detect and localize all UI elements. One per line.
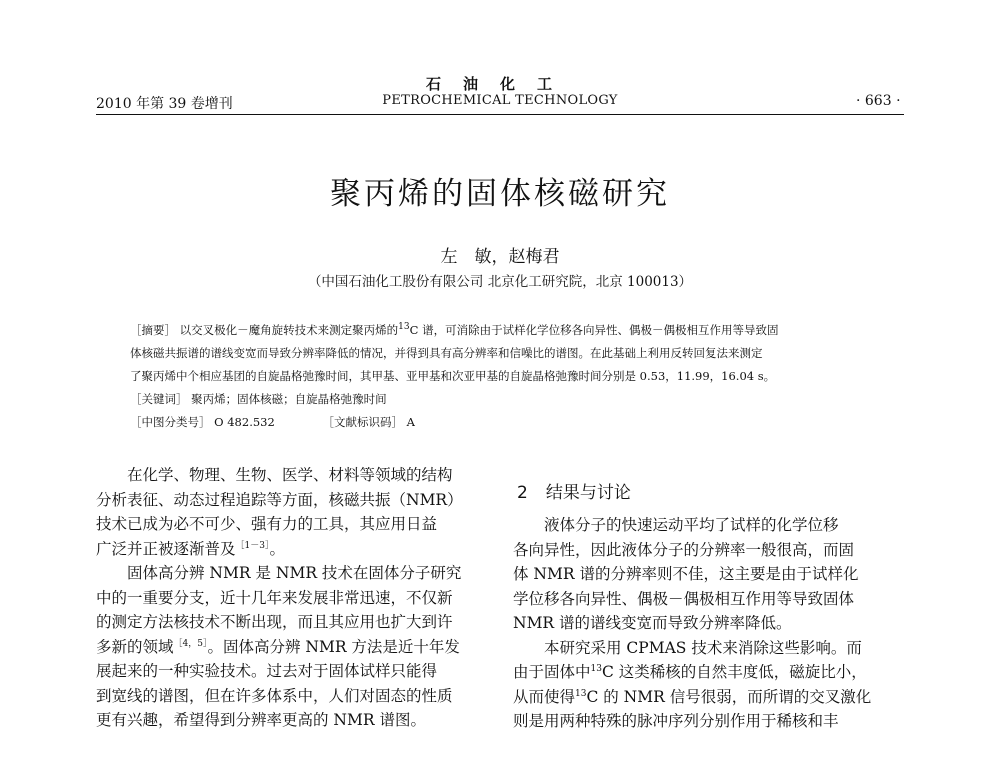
keywords-label: ［关键词］ — [130, 392, 188, 406]
section-title: 结果与讨论 — [545, 483, 631, 503]
body-line: 在化学、物理、生物、医学、材料等领域的结构 — [127, 466, 453, 484]
clc-label: ［中图分类号］ — [130, 415, 211, 429]
body-text: 广泛并正被逐渐普及 — [96, 539, 236, 558]
body-line: 本研究采用 CPMAS 技术来消除这些影响。而 — [544, 638, 862, 657]
issue-label: 2010 年第 39 卷增刊 — [96, 96, 233, 112]
body-line: 学位移各向异性、偶极－偶极相互作用等导致固体 — [513, 589, 855, 608]
article-authors: 左 敏，赵梅君 — [440, 247, 560, 267]
isotope-superscript: 13 — [575, 688, 587, 699]
body-line — [513, 685, 905, 710]
body-line: 更有兴趣，希望得到分辨率更高的 NMR 谱图。 — [96, 711, 426, 729]
body-line: 则是用两种特殊的脉冲序列分别作用于稀核和丰 — [513, 712, 839, 730]
citation: ［1－3］ — [235, 540, 270, 551]
body-line: 的测定方法核技术不断出现，而且其应用也扩大到许 — [96, 613, 453, 631]
doc-code: A — [406, 415, 415, 429]
article-title: 聚丙烯的固体核磁研究 — [330, 176, 670, 212]
journal-title-en: PETROCHEMICAL TECHNOLOGY — [382, 93, 618, 108]
body-text: 。固体高分辨 NMR 方法是近十年发 — [207, 637, 460, 656]
abstract-line: 体核磁共振谱的谱线变宽而导致分辨率降低的情况，并得到具有高分辨率和信噪比的谱图。在此基础上利用反转回复法来测定 — [130, 346, 763, 360]
abstract-line: 了聚丙烯中个相应基团的自旋晶格弛豫时间，其甲基、亚甲基和次亚甲基的自旋晶格弛豫时间分别是 0.53，11.99，16.04 s。 — [130, 369, 776, 383]
body-line: 展起来的一种实验技术。过去对于固体试样只能得 — [96, 662, 438, 680]
body-line — [96, 537, 488, 562]
section-heading — [517, 478, 631, 503]
body-text: C 这类稀核的自然丰度低，磁旋比小， — [601, 663, 867, 681]
clc-number: O 482.532 — [214, 415, 275, 429]
section-number: 2 — [517, 483, 528, 503]
body-line: NMR 谱的谱线变宽而导致分辨率降低。 — [513, 614, 792, 632]
abstract-text: C 谱，可消除由于试样化学位移各向异性、偶极－偶极相互作用等导致固 — [409, 323, 779, 337]
abstract-line — [130, 322, 875, 338]
left-column — [96, 463, 488, 733]
body-text: 多新的领域 — [96, 637, 174, 656]
classification-line — [130, 414, 875, 430]
body-line: 中的一重要分支，近十几年来发展非常迅速，不仅新 — [96, 588, 453, 607]
body-line: 液体分子的快速运动平均了试样的化学位移 — [544, 516, 839, 534]
body-text: 从而使得 — [513, 687, 576, 706]
doc-code-label: ［文献标识码］ — [322, 415, 403, 429]
right-column — [513, 513, 905, 734]
isotope-superscript: 13 — [590, 663, 602, 674]
body-line: 到宽线的谱图，但在许多体系中，人们对固态的性质 — [96, 686, 453, 705]
body-line: 技术已成为必不可少、强有力的工具，其应用日益 — [96, 515, 438, 533]
body-line: 体 NMR 谱的分辨率则不佳，这主要是由于试样化 — [513, 565, 859, 583]
body-text: 。 — [269, 539, 285, 558]
page-number: · 663 · — [856, 93, 901, 109]
body-line: 分析表征、动态过程追踪等方面，核磁共振（NMR） — [96, 490, 463, 509]
body-line: 各向异性，因此液体分子的分辨率一般很高，而固 — [513, 540, 855, 559]
citation: ［4，5］ — [173, 638, 208, 649]
body-text: 由于固体中 — [513, 663, 591, 681]
abstract-label: ［摘要］ — [130, 323, 176, 337]
abstract-text: 以交叉极化－魔角旋转技术来测定聚丙烯的 — [179, 323, 399, 337]
body-line: 固体高分辨 NMR 是 NMR 技术在固体分子研究 — [127, 564, 462, 582]
body-line — [513, 660, 905, 685]
article-affiliation: （中国石油化工股份有限公司 北京化工研究院，北京 100013） — [307, 274, 693, 290]
isotope-superscript: 13 — [398, 322, 410, 333]
body-line — [96, 635, 488, 660]
header-rule — [96, 114, 904, 115]
body-text: C 的 NMR 信号很弱，而所谓的交叉激化 — [586, 687, 872, 706]
keywords-line — [130, 391, 875, 407]
journal-title-cn: 石油化工 — [425, 75, 574, 93]
keywords-text: 聚丙烯；固体核磁；自旋晶格弛豫时间 — [191, 392, 387, 406]
